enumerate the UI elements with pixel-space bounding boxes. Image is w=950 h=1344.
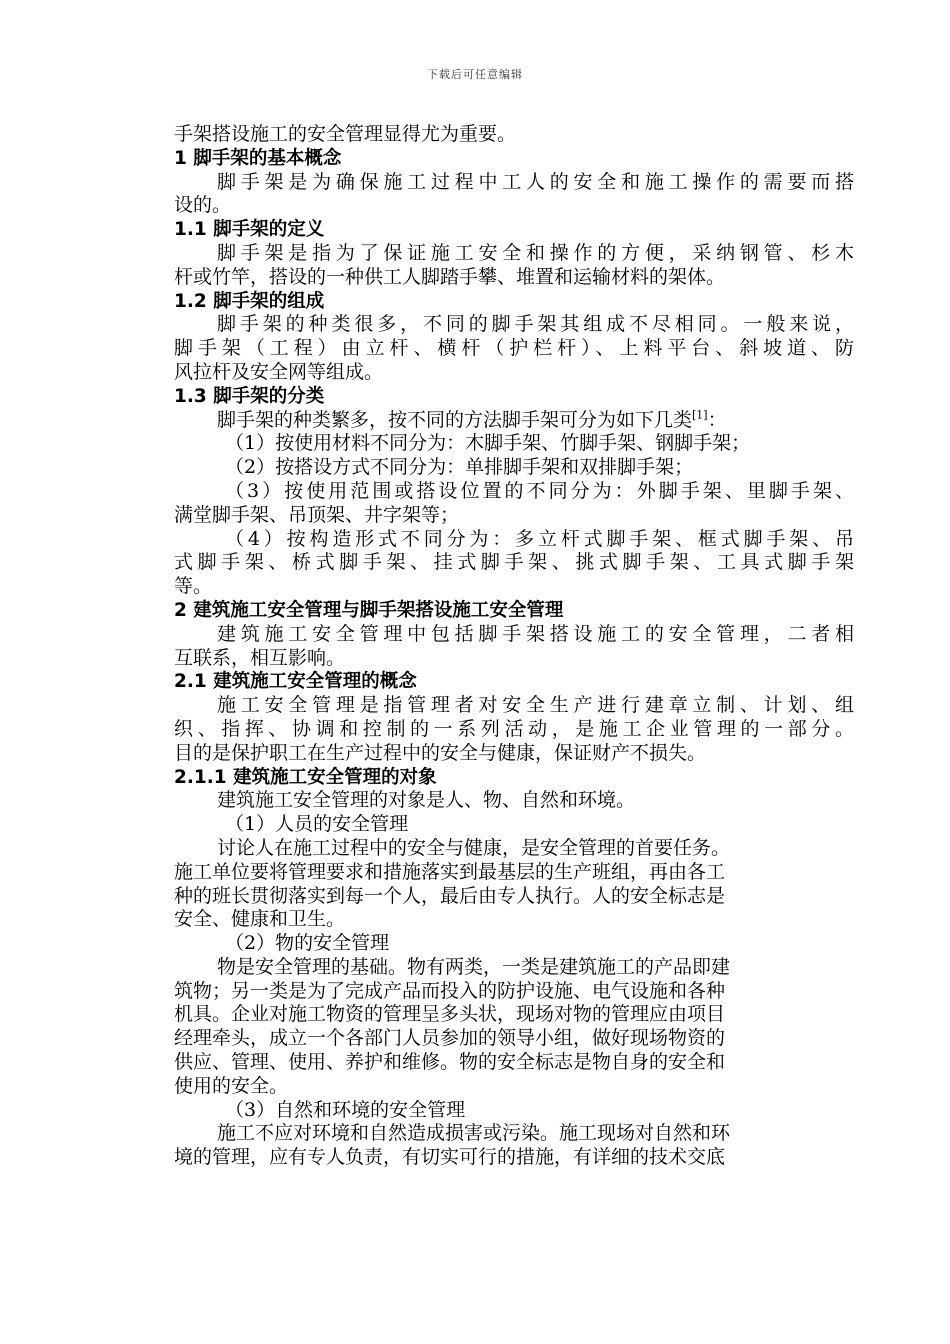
paragraph-line: [174, 1146, 854, 1170]
line-text: 讨论人在施工过程中的安全与健康，是安全管理的首要任务。: [217, 836, 731, 859]
line-text: 安全、健康和卫生。: [174, 908, 346, 931]
paragraph-line: [174, 504, 854, 528]
paragraph-line: [174, 861, 854, 885]
line-text: 式脚手架、桥式脚手架、挂式脚手架、挑式脚手架、工具式脚手架: [174, 551, 854, 574]
line-text: 脚手架（工程）由立杆、横杆（护栏杆）、上料平台、斜坡道、防: [174, 337, 854, 360]
paragraph-line: [174, 313, 854, 337]
line-text: 1.3 脚手架的分类: [174, 385, 325, 407]
line-text: 1.1 脚手架的定义: [174, 219, 325, 241]
page-header-note: 下载后可任意编辑: [427, 68, 523, 81]
paragraph-line: [174, 575, 854, 599]
document-body: [174, 123, 854, 1170]
line-text: 2 建筑施工安全管理与脚手架搭设施工安全管理: [174, 599, 564, 621]
paragraph-line: [174, 337, 854, 361]
line-text: 2.1 建筑施工安全管理的概念: [174, 671, 417, 693]
paragraph-line: [174, 480, 854, 504]
line-text: 施工单位要将管理要求和措施落实到最基层的生产班组，再由各工: [174, 860, 726, 883]
paragraph-line: [174, 837, 854, 861]
line-text: 建筑施工安全管理的对象是人、物、自然和环境。: [217, 789, 636, 812]
paragraph-line: [174, 623, 854, 647]
line-text: 脚手架是为确保施工过程中工人的安全和施工操作的需要而搭: [217, 170, 854, 193]
paragraph-line: [174, 885, 854, 909]
line-text: 脚手架是指为了保证施工安全和操作的方便，采纳钢管、杉木: [217, 241, 854, 264]
line-text: 脚手架的种类很多，不同的脚手架其组成不尽相同。一般来说，: [217, 313, 854, 336]
line-text: 1 脚手架的基本概念: [174, 147, 342, 169]
line-text: 施工不应对环境和自然造成损害或污染。施工现场对自然和环: [217, 1122, 731, 1145]
section-heading: [174, 599, 854, 623]
line-text: （1）按使用材料不同分为：木脚手架、竹脚手架、钢脚手架；: [225, 432, 751, 455]
paragraph-line: [174, 194, 854, 218]
line-text: 境的管理，应有专人负责，有切实可行的措施，有详细的技术交底: [174, 1146, 726, 1169]
section-heading: [174, 218, 854, 242]
section-heading: [174, 766, 854, 790]
line-text: 1.2 脚手架的组成: [174, 290, 325, 312]
line-text: 建筑施工安全管理中包括脚手架搭设施工的安全管理，二者相: [217, 622, 854, 645]
paragraph-line: [174, 361, 854, 385]
line-text: 种的班长贯彻落实到每一个人，最后由专人执行。人的安全标志是: [174, 884, 726, 907]
paragraph-line: [174, 1003, 854, 1027]
line-text: 满堂脚手架、吊顶架、井字架等；: [174, 503, 460, 526]
citation-superscript: [1]: [692, 408, 708, 422]
paragraph-line: [174, 432, 854, 456]
paragraph-line: [174, 1051, 854, 1075]
paragraph-line: [174, 242, 854, 266]
paragraph-line: [174, 266, 854, 290]
paragraph-line: [174, 694, 854, 718]
line-text: （2）按搭设方式不同分为：单排脚手架和双排脚手架；: [225, 456, 694, 479]
paragraph-line: [174, 980, 854, 1004]
section-heading: [174, 290, 854, 314]
line-text: （1）人员的安全管理: [225, 813, 409, 836]
paragraph-line: [174, 647, 854, 671]
line-text: 2.1.1 建筑施工安全管理的对象: [174, 766, 437, 788]
line-text: 手架搭设施工的安全管理显得尤为重要。: [174, 123, 517, 145]
paragraph-line: [174, 1122, 854, 1146]
line-text: （2）物的安全管理: [225, 932, 390, 955]
line-text: 等。: [174, 575, 213, 598]
paragraph-line: [174, 1027, 854, 1051]
paragraph-line: [174, 1099, 854, 1123]
line-text: 施工安全管理是指管理者对安全生产进行建章立制、计划、组: [217, 694, 854, 717]
line-text: （3）按使用范围或搭设位置的不同分为：外脚手架、里脚手架、: [225, 479, 854, 502]
paragraph-line: [174, 409, 854, 433]
paragraph-line: [174, 171, 854, 195]
line-text: 机具。企业对施工物资的管理呈多头状，现场对物的管理应由项目: [174, 1003, 726, 1026]
line-text: 目的是保护职工在生产过程中的安全与健康，保证财产不损失。: [174, 741, 707, 764]
line-text: （3）自然和环境的安全管理: [225, 1098, 466, 1121]
paragraph-line: [174, 956, 854, 980]
section-heading: [174, 385, 854, 409]
paragraph-line: [174, 123, 854, 147]
paragraph-line: [174, 528, 854, 552]
line-text: 风拉杆及安全网等组成。: [174, 360, 384, 383]
paragraph-line: [174, 742, 854, 766]
paragraph-line: [174, 813, 854, 837]
line-text: 供应、管理、使用、养护和维修。物的安全标志是物自身的安全和: [174, 1051, 726, 1074]
paragraph-line: [174, 908, 854, 932]
line-text: 织、指挥、协调和控制的一系列活动，是施工企业管理的一部分。: [174, 717, 854, 740]
line-tail: ：: [707, 408, 727, 431]
paragraph-line: [174, 551, 854, 575]
line-text: 经理牵头，成立一个各部门人员参加的领导小组，做好现场物资的: [174, 1027, 726, 1050]
paragraph-line: [174, 789, 854, 813]
paragraph-line: [174, 718, 854, 742]
line-text: 脚手架的种类繁多，按不同的方法脚手架可分为如下几类: [217, 408, 693, 431]
line-text: 筑物；另一类是为了完成产品而投入的防护设施、电气设施和各种: [174, 979, 726, 1002]
line-text: 互联系，相互影响。: [174, 646, 346, 669]
line-text: 使用的安全。: [174, 1074, 289, 1097]
paragraph-line: [174, 1075, 854, 1099]
paragraph-line: [174, 456, 854, 480]
line-text: 杆或竹竿，搭设的一种供工人脚踏手攀、堆置和运输材料的架体。: [174, 265, 726, 288]
section-heading: [174, 147, 854, 171]
line-text: 物是安全管理的基础。物有两类，一类是建筑施工的产品即建: [217, 955, 731, 978]
line-text: 设的。: [174, 194, 232, 217]
line-text: （4）按构造形式不同分为：多立杆式脚手架、框式脚手架、吊: [225, 527, 854, 550]
section-heading: [174, 670, 854, 694]
paragraph-line: [174, 932, 854, 956]
